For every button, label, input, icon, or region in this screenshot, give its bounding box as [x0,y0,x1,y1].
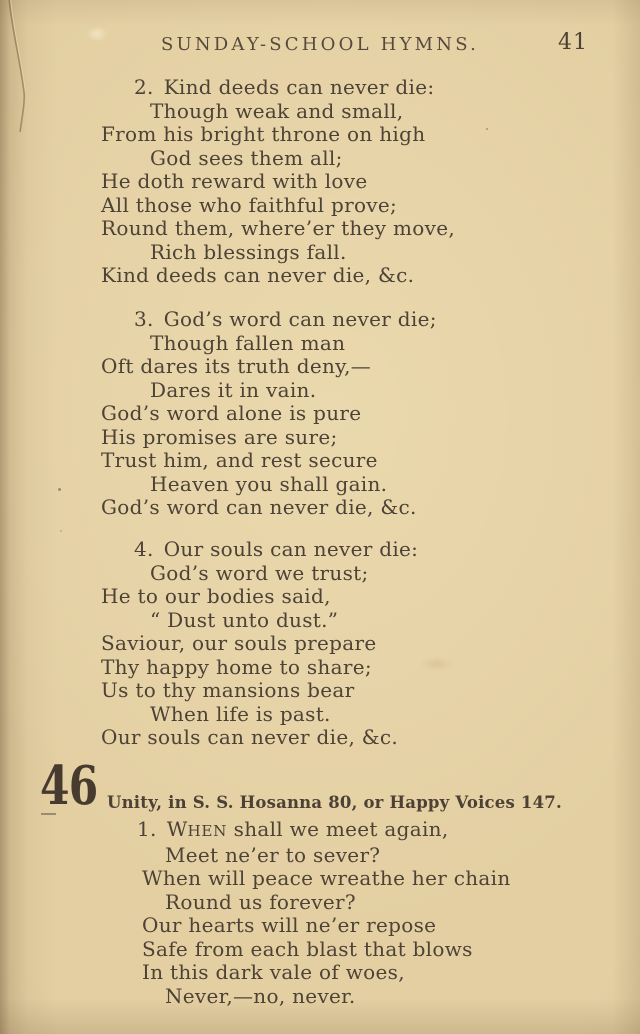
verse-line: God’s word alone is pure [101,401,362,425]
paper-crease [0,0,60,140]
verse-line: Though weak and small, [150,98,404,123]
verse-line: He to our bodies said, [101,584,331,608]
stanza-verse-2 [101,76,455,288]
verse-line: God’s word we trust; [150,560,369,585]
stanza-verse-4 [101,538,418,750]
verse-line: Heaven you shall gain. [150,471,388,496]
hymn-46-heading [40,755,580,818]
verse-line: Trust him, and rest secure [101,448,378,472]
verse-line: Saviour, our souls prepare [101,631,377,655]
page-number: 41 [558,30,588,55]
smallcaps-initial: W [166,817,188,841]
verse-line: Dares it in vain. [150,377,317,402]
verse-line: When will peace wreathe her chain [142,866,511,890]
verse-line: Meet ne’er to sever? [165,842,381,867]
paper-speck [58,488,61,491]
verse-line: He doth reward with love [101,169,368,193]
verse-number: 4. [134,537,154,561]
verse-line: Round us forever? [165,889,356,914]
verse-number: 3. [134,307,154,331]
verse-line: Never,—no, never. [165,983,356,1008]
verse-line: God’s word can never die, &c. [101,495,417,519]
verse-line: From his bright throne on high [101,122,426,146]
verse-line: 3. God’s word can never die; [134,307,437,331]
hymn-number: 46 [40,755,98,817]
paper-smudge [420,656,454,672]
verse-line: 1. WHEN shall we meet again, [137,817,449,841]
verse-line: When life is past. [150,701,331,726]
verse-number: 1. [137,817,157,841]
verse-line: God sees them all; [150,145,343,170]
verse-line: All those who faithful prove; [101,192,398,217]
verse-line: In this dark vale of woes, [142,960,405,984]
running-title: SUNDAY-SCHOOL HYMNS. [160,34,480,55]
verse-line: His promises are sure; [101,424,338,449]
verse-line: Safe from each blast that blows [142,936,473,961]
print-artifact [41,813,56,815]
verse-line: Our souls can never die, &c. [101,725,399,749]
verse-line: Oft dares its truth deny,— [101,354,372,378]
verse-line: Us to thy mansions bear [101,678,355,702]
verse-line: 4. Our souls can never die: [134,537,419,561]
verse-line: Thy happy home to share; [101,654,372,679]
paper-speck [60,530,62,532]
verse-line: Though fallen man [150,330,346,355]
stanza-verse-3 [101,308,437,520]
verse-line: 2. Kind deeds can never die: [134,75,435,99]
stanza-hymn46-verse-1 [137,817,511,1008]
verse-line: “ Dust unto dust.” [150,607,339,632]
verse-line: Kind deeds can never die, &c. [101,263,415,287]
verse-line: Round them, where’er they move, [101,216,456,240]
verse-number: 2. [134,75,154,99]
verse-line: Our hearts will ne’er repose [142,913,437,937]
paper-speck [486,128,488,130]
hymn-tune-title: Unity, in S. S. Hosanna 80, or Happy Voices 147. [107,793,562,812]
verse-line: Rich blessings fall. [150,239,347,264]
smallcaps-rest: HEN [187,822,227,840]
